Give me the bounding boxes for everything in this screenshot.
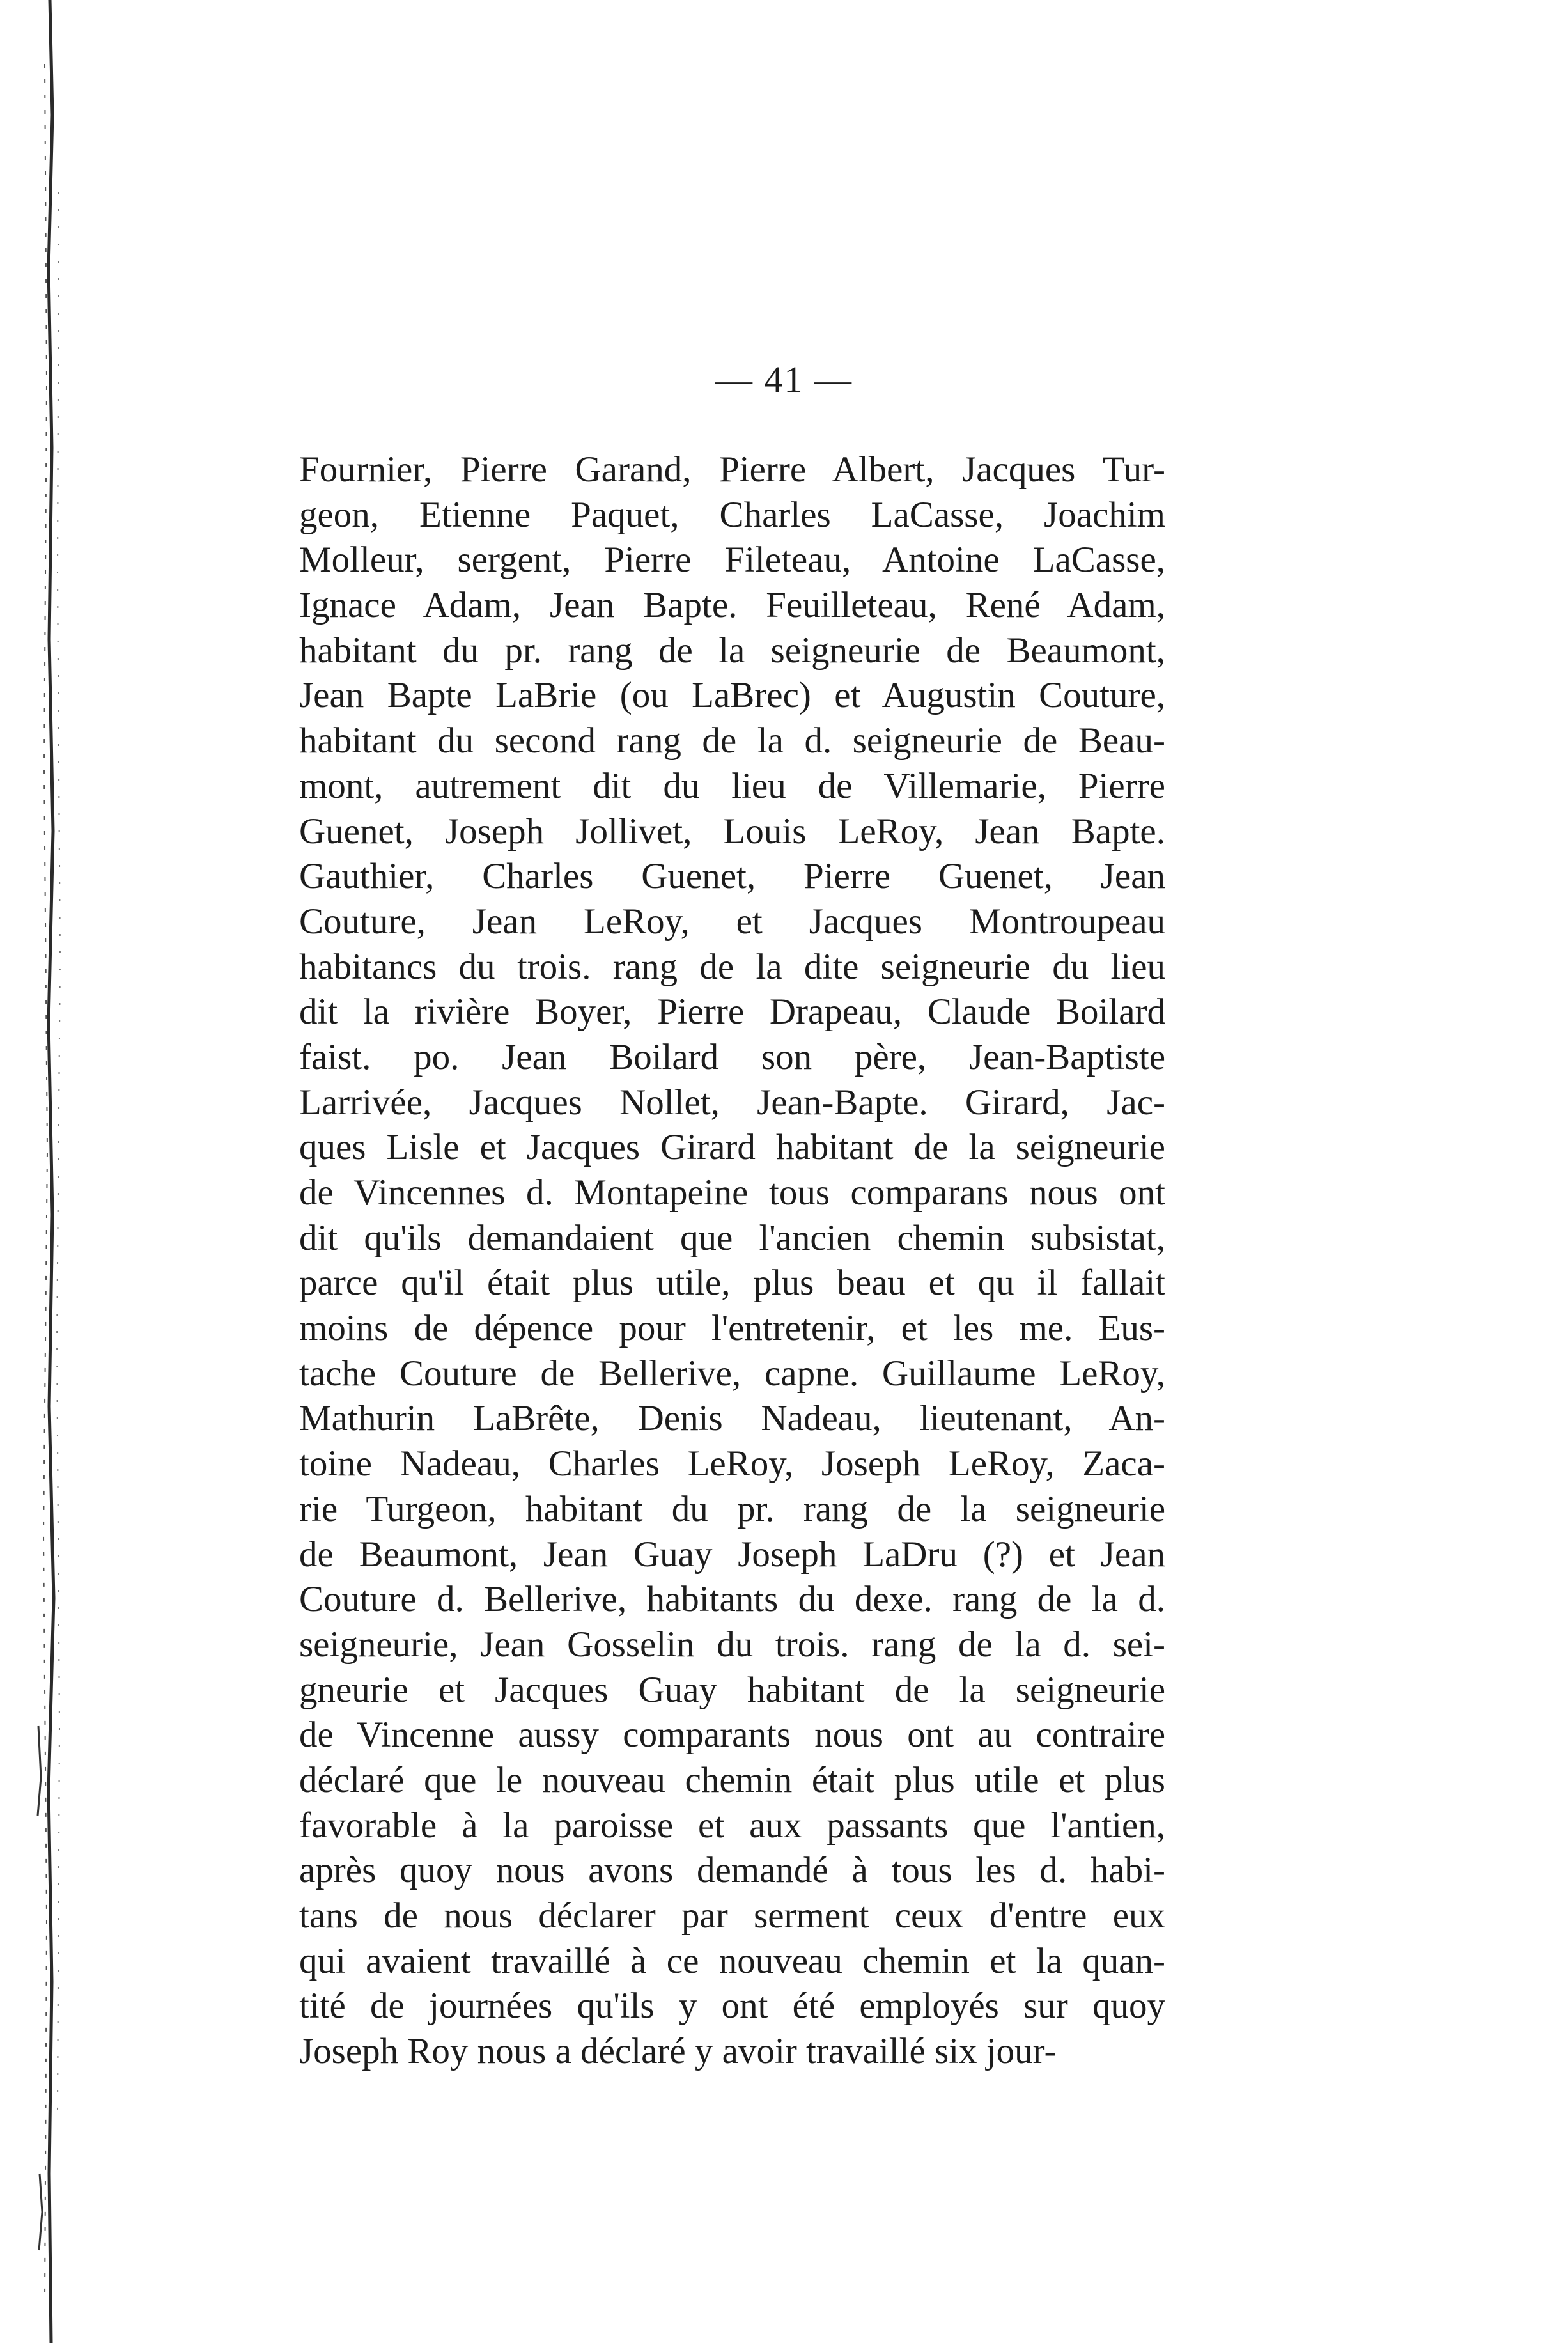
text-line: habitancs du trois. rang de la dite seigneurie du lieu [299, 946, 1165, 987]
binding-edge-shadow [26, 0, 70, 2343]
text-line: ques Lisle et Jacques Girard habitant de la seigneurie [299, 1127, 1165, 1168]
text-line: Ignace Adam, Jean Bapte. Feuilleteau, René Adam, [299, 585, 1165, 626]
text-line: Couture, Jean LeRoy, et Jacques Montroupeau [299, 901, 1165, 942]
text-line: de Beaumont, Jean Guay Joseph LaDru (?) et Jean [299, 1534, 1165, 1575]
text-line: toine Nadeau, Charles LeRoy, Joseph LeRoy, Zaca- [299, 1444, 1165, 1484]
text-line: faist. po. Jean Boilard son père, Jean-Baptiste [299, 1036, 1165, 1077]
text-line: moins de dépence pour l'entretenir, et les me. Eus- [299, 1308, 1165, 1349]
text-line: geon, Etienne Paquet, Charles LaCasse, Joachim [299, 494, 1165, 535]
text-line: Gauthier, Charles Guenet, Pierre Guenet, Jean [299, 856, 1165, 897]
text-line: tans de nous déclarer par serment ceux d'entre eux [299, 1895, 1165, 1936]
text-line: dit la rivière Boyer, Pierre Drapeau, Claude Boilard [299, 992, 1165, 1032]
text-line: Mathurin LaBrête, Denis Nadeau, lieutenant, An- [299, 1398, 1165, 1439]
text-line: habitant du pr. rang de la seigneurie de Beaumont, [299, 630, 1165, 671]
text-line: seigneurie, Jean Gosselin du trois. rang de la d. sei- [299, 1624, 1165, 1665]
text-line: habitant du second rang de la d. seigneurie de Beau- [299, 720, 1165, 761]
page-number: — 41 — [715, 359, 853, 400]
text-line: parce qu'il était plus utile, plus beau et qu il fallait [299, 1263, 1165, 1304]
text-line: Jean Bapte LaBrie (ou LaBrec) et Augustin Couture, [299, 675, 1165, 716]
text-line: tache Couture de Bellerive, capne. Guillaume LeRoy, [299, 1353, 1165, 1394]
text-line: tité de journées qu'ils y ont été employés sur quoy [299, 1986, 1165, 2027]
text-line: Guenet, Joseph Jollivet, Louis LeRoy, Jean Bapte. [299, 811, 1165, 852]
text-line: Fournier, Pierre Garand, Pierre Albert, Jacques Tur- [299, 449, 1165, 490]
text-line: dit qu'ils demandaient que l'ancien chemin subsistat, [299, 1217, 1165, 1258]
text-line: gneurie et Jacques Guay habitant de la seigneurie [299, 1669, 1165, 1710]
text-line: qui avaient travaillé à ce nouveau chemin et la quan- [299, 1940, 1165, 1981]
text-line: favorable à la paroisse et aux passants que l'antien, [299, 1805, 1165, 1846]
text-line: après quoy nous avons demandé à tous les d. habi- [299, 1850, 1165, 1891]
text-line: rie Turgeon, habitant du pr. rang de la seigneurie [299, 1488, 1165, 1529]
text-line: déclaré que le nouveau chemin était plus utile et plus [299, 1759, 1165, 1800]
body-text [299, 448, 1165, 2074]
text-line: Larrivée, Jacques Nollet, Jean-Bapte. Girard, Jac- [299, 1082, 1165, 1123]
text-line: Molleur, sergent, Pierre Fileteau, Antoine LaCasse, [299, 540, 1165, 580]
text-line: mont, autrement dit du lieu de Villemarie, Pierre [299, 765, 1165, 806]
text-line: de Vincennes d. Montapeine tous comparans nous ont [299, 1172, 1165, 1213]
text-line: Joseph Roy nous a déclaré y avoir travaillé six jour- [299, 2031, 1057, 2072]
text-line: Couture d. Bellerive, habitants du dexe. rang de la d. [299, 1579, 1165, 1620]
text-line: de Vincenne aussy comparants nous ont au contraire [299, 1715, 1165, 1755]
